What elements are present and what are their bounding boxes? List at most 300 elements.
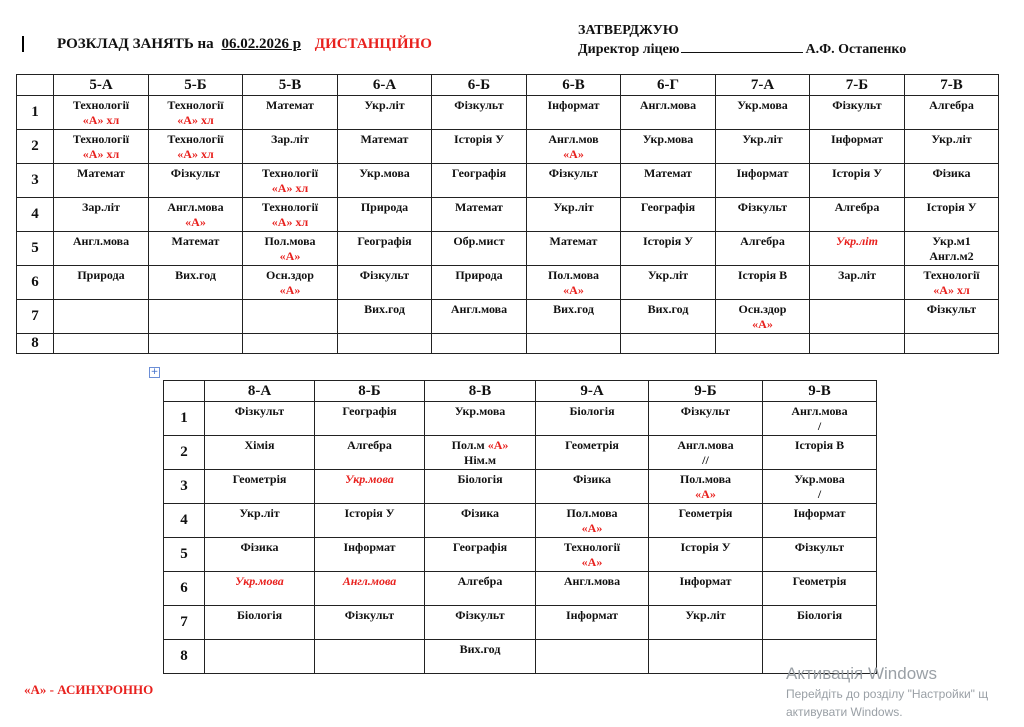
lesson-subject: Математ xyxy=(266,98,314,112)
lesson-cell[interactable] xyxy=(810,266,905,300)
lesson-cell[interactable] xyxy=(763,504,877,538)
lesson-subject: Пол.мова xyxy=(679,472,732,486)
lesson-cell[interactable] xyxy=(149,334,243,354)
lesson-cell[interactable] xyxy=(536,504,649,538)
lesson-cell[interactable] xyxy=(527,198,621,232)
lesson-subject: Географія xyxy=(451,166,507,180)
lesson-cell[interactable] xyxy=(205,470,315,504)
lesson-number: 8 xyxy=(164,640,205,674)
lesson-subject: Інформат xyxy=(679,574,732,588)
lesson-cell[interactable] xyxy=(425,436,536,470)
lesson-subject: Математ xyxy=(77,166,125,180)
lesson-subject: Зар.літ xyxy=(82,200,120,214)
lesson-subject: Зар.літ xyxy=(838,268,876,282)
lesson-cell[interactable] xyxy=(536,402,649,436)
lesson-subject: Пол.мова xyxy=(566,506,618,520)
lesson-subject: Математ xyxy=(549,234,598,248)
lesson-cell[interactable] xyxy=(716,334,810,354)
lesson-cell[interactable] xyxy=(905,232,999,266)
lesson-subject: Технології xyxy=(72,132,130,146)
lesson-note: «А» xyxy=(581,521,603,535)
lesson-row xyxy=(17,164,999,198)
lesson-note: Укр.літ xyxy=(836,234,878,248)
lesson-cell[interactable] xyxy=(905,198,999,232)
lesson-cell[interactable] xyxy=(205,436,315,470)
lesson-cell[interactable] xyxy=(527,130,621,164)
lesson-cell[interactable] xyxy=(315,572,425,606)
lesson-number: 8 xyxy=(17,334,54,354)
lesson-subject: Математ xyxy=(455,200,503,214)
class-header-6-Г: 6-Г xyxy=(621,75,716,96)
lesson-subject: Нім.м xyxy=(463,453,496,467)
lesson-cell[interactable] xyxy=(432,164,527,198)
lesson-subject: Історія У xyxy=(344,506,395,520)
lesson-cell[interactable] xyxy=(425,538,536,572)
lesson-note: «А» xyxy=(563,147,584,161)
corner-cell xyxy=(17,75,54,96)
approve-name: А.Ф. Остапенко xyxy=(805,42,907,57)
lesson-cell[interactable] xyxy=(149,266,243,300)
lesson-row xyxy=(17,300,999,334)
lesson-cell[interactable] xyxy=(54,266,149,300)
page-title xyxy=(57,36,432,53)
class-header-8-А: 8-А xyxy=(205,381,315,402)
lesson-subject: Англ.мова xyxy=(72,234,130,248)
lesson-subject: Фізика xyxy=(932,166,971,180)
schedule-date: 06.02.2026 р xyxy=(221,36,302,52)
lesson-subject: Укр.мова xyxy=(642,132,694,146)
lesson-row xyxy=(17,266,999,300)
signature-line xyxy=(681,40,803,53)
lesson-subject: Пол.мова xyxy=(264,234,316,248)
lesson-number: 1 xyxy=(17,96,54,130)
lesson-cell[interactable] xyxy=(527,96,621,130)
lesson-note: Укр.мова xyxy=(235,574,284,588)
lesson-note: «А» xyxy=(279,249,301,263)
lesson-cell[interactable] xyxy=(763,606,877,640)
lesson-cell[interactable] xyxy=(536,640,649,674)
approve-title: ЗАТВЕРДЖУЮ xyxy=(578,23,679,38)
lesson-subject: Математ xyxy=(171,234,220,248)
lesson-cell[interactable] xyxy=(763,572,877,606)
lesson-cell[interactable] xyxy=(649,640,763,674)
lesson-subject: Вих.год xyxy=(459,642,501,656)
lesson-subject: Англ.мова xyxy=(167,200,224,214)
lesson-cell[interactable] xyxy=(716,164,810,198)
lesson-cell[interactable] xyxy=(205,538,315,572)
lesson-cell[interactable] xyxy=(905,300,999,334)
lesson-row xyxy=(164,436,877,470)
lesson-note: «А» xyxy=(752,317,773,331)
lesson-subject: Історія У xyxy=(680,540,731,554)
lesson-cell[interactable] xyxy=(810,198,905,232)
legend-async: «А» - АСИНХРОННО xyxy=(24,682,154,697)
lesson-subject: Обр.мист xyxy=(453,234,505,248)
lesson-subject: Технології xyxy=(72,98,130,112)
lesson-subject: Фізкульт xyxy=(454,98,504,112)
lesson-subject: Фізика xyxy=(240,540,279,554)
lesson-cell[interactable] xyxy=(54,130,149,164)
lesson-subject: Укр.літ xyxy=(931,132,972,146)
lesson-cell[interactable] xyxy=(810,232,905,266)
lesson-subject: Укр.літ xyxy=(742,132,783,146)
lesson-subject: Укр.мова xyxy=(454,404,506,418)
lesson-cell[interactable] xyxy=(432,232,527,266)
lesson-row xyxy=(17,96,999,130)
lesson-cell[interactable] xyxy=(649,606,763,640)
class-header-6-Б: 6-Б xyxy=(432,75,527,96)
title-prefix: РОЗКЛАД ЗАНЯТЬ на xyxy=(57,36,214,52)
lesson-number: 3 xyxy=(17,164,54,198)
schedule-table-grades-5-7[interactable] xyxy=(16,74,999,354)
lesson-cell[interactable] xyxy=(905,334,999,354)
lesson-cell[interactable] xyxy=(149,164,243,198)
lesson-cell[interactable] xyxy=(425,640,536,674)
lesson-cell[interactable] xyxy=(315,606,425,640)
lesson-subject: Інформат xyxy=(547,98,600,112)
lesson-cell[interactable] xyxy=(243,164,338,198)
lesson-number: 6 xyxy=(17,266,54,300)
class-header-7-Б: 7-Б xyxy=(810,75,905,96)
class-header-9-А: 9-А xyxy=(536,381,649,402)
lesson-cell[interactable] xyxy=(763,402,877,436)
lesson-cell[interactable] xyxy=(716,266,810,300)
lesson-cell[interactable] xyxy=(205,402,315,436)
lesson-subject: Геометрія xyxy=(792,574,847,588)
lesson-subject: Геометрія xyxy=(678,506,733,520)
class-header-8-В: 8-В xyxy=(425,381,536,402)
lesson-note: «А» хл xyxy=(933,283,970,297)
watermark-line-3: активувати Windows. xyxy=(786,705,903,719)
lesson-cell[interactable] xyxy=(338,198,432,232)
lesson-note: «А» хл xyxy=(82,147,120,161)
lesson-cell[interactable] xyxy=(716,198,810,232)
lesson-cell[interactable] xyxy=(205,606,315,640)
lesson-cell[interactable] xyxy=(527,266,621,300)
lesson-number: 5 xyxy=(17,232,54,266)
lesson-note: «А» хл xyxy=(271,215,309,229)
lesson-cell[interactable] xyxy=(54,232,149,266)
lesson-cell[interactable] xyxy=(243,96,338,130)
lesson-subject: Географія xyxy=(342,404,397,418)
lesson-subject: Укр.літ xyxy=(685,608,726,622)
text-cursor xyxy=(22,36,24,52)
lesson-cell[interactable] xyxy=(621,198,716,232)
lesson-subject: Природа xyxy=(77,268,125,282)
lesson-subject: Історія У xyxy=(831,166,883,180)
lesson-cell[interactable] xyxy=(315,470,425,504)
lesson-subject: Історія В xyxy=(794,438,845,452)
lesson-subject: Фізкульт xyxy=(455,608,505,622)
lesson-subject: // xyxy=(702,453,709,467)
lesson-subject: Укр.мова xyxy=(794,472,845,486)
lesson-cell[interactable] xyxy=(621,266,716,300)
lesson-subject: Геометрія xyxy=(232,472,287,486)
lesson-note: «А» хл xyxy=(177,147,214,161)
lesson-subject: Фізика xyxy=(572,472,612,486)
lesson-cell[interactable] xyxy=(425,470,536,504)
lesson-cell[interactable] xyxy=(905,164,999,198)
lesson-subject: Вих.год xyxy=(647,302,689,316)
lesson-subject: Фізкульт xyxy=(344,608,395,622)
lesson-subject: Географія xyxy=(640,200,696,214)
lesson-cell[interactable] xyxy=(54,300,149,334)
lesson-cell[interactable] xyxy=(338,130,432,164)
class-header-6-В: 6-В xyxy=(527,75,621,96)
lesson-subject: Зар.літ xyxy=(271,132,309,146)
lesson-subject: Природа xyxy=(360,200,409,214)
lesson-cell[interactable] xyxy=(763,436,877,470)
lesson-cell[interactable] xyxy=(621,300,716,334)
lesson-row xyxy=(17,232,999,266)
lesson-cell[interactable] xyxy=(716,232,810,266)
lesson-cell[interactable] xyxy=(54,334,149,354)
lesson-number: 3 xyxy=(164,470,205,504)
lesson-cell[interactable] xyxy=(763,470,877,504)
lesson-subject: Технології xyxy=(923,268,980,282)
lesson-cell[interactable] xyxy=(54,198,149,232)
lesson-number: 4 xyxy=(17,198,54,232)
lesson-row xyxy=(17,130,999,164)
lesson-cell[interactable] xyxy=(315,538,425,572)
lesson-subject: Історія У xyxy=(453,132,505,146)
lesson-subject: Укр.літ xyxy=(553,200,594,214)
lesson-number: 2 xyxy=(164,436,205,470)
lesson-subject: Укр.мова xyxy=(737,98,788,112)
lesson-cell[interactable] xyxy=(536,538,649,572)
lesson-cell[interactable] xyxy=(425,504,536,538)
lesson-note: «А» хл xyxy=(271,181,309,195)
lesson-cell[interactable] xyxy=(315,436,425,470)
lesson-cell[interactable] xyxy=(54,164,149,198)
lesson-subject: Англ.м2 xyxy=(929,249,974,263)
lesson-cell[interactable] xyxy=(315,640,425,674)
lesson-note: «А» xyxy=(487,438,509,452)
class-header-5-В: 5-В xyxy=(243,75,338,96)
lesson-subject: Пол.м «А» xyxy=(451,438,509,452)
lesson-subject: Фізкульт xyxy=(548,166,599,180)
lesson-row xyxy=(164,606,877,640)
lesson-subject: Вих.год xyxy=(364,302,405,316)
lesson-subject: Фізкульт xyxy=(170,166,221,180)
lesson-number: 6 xyxy=(164,572,205,606)
lesson-cell[interactable] xyxy=(243,334,338,354)
lesson-cell[interactable] xyxy=(432,198,527,232)
lesson-cell[interactable] xyxy=(432,266,527,300)
lesson-row xyxy=(164,470,877,504)
lesson-subject: Геометрія xyxy=(565,438,619,452)
lesson-cell[interactable] xyxy=(536,572,649,606)
lesson-note: «А» xyxy=(185,215,206,229)
lesson-cell[interactable] xyxy=(243,266,338,300)
lesson-cell[interactable] xyxy=(905,266,999,300)
lesson-cell[interactable] xyxy=(810,164,905,198)
lesson-number: 1 xyxy=(164,402,205,436)
lesson-cell[interactable] xyxy=(621,96,716,130)
lesson-number: 4 xyxy=(164,504,205,538)
lesson-subject: Англ.мова xyxy=(563,574,621,588)
lesson-subject: Укр.літ xyxy=(239,506,280,520)
corner-cell xyxy=(164,381,205,402)
lesson-cell[interactable] xyxy=(905,130,999,164)
lesson-subject: Історія У xyxy=(642,234,694,248)
lesson-note: «А» хл xyxy=(82,113,120,127)
lesson-cell[interactable] xyxy=(149,300,243,334)
lesson-cell[interactable] xyxy=(425,572,536,606)
lesson-cell[interactable] xyxy=(649,402,763,436)
lesson-cell[interactable] xyxy=(527,300,621,334)
lesson-row xyxy=(164,640,877,674)
lesson-cell[interactable] xyxy=(149,130,243,164)
lesson-subject: Фізкульт xyxy=(794,540,845,554)
lesson-cell[interactable] xyxy=(425,606,536,640)
lesson-cell[interactable] xyxy=(527,232,621,266)
lesson-subject: Англ.мов xyxy=(548,132,599,146)
approval-block xyxy=(578,21,906,59)
lesson-subject: Природа xyxy=(455,268,503,282)
watermark-line-1: Активація Windows xyxy=(786,664,937,683)
lesson-note: «А» xyxy=(695,487,716,501)
class-header-7-А: 7-А xyxy=(716,75,810,96)
lesson-subject: Алгебра xyxy=(834,200,880,214)
class-header-9-Б: 9-Б xyxy=(649,381,763,402)
lesson-cell[interactable] xyxy=(905,96,999,130)
lesson-cell[interactable] xyxy=(716,300,810,334)
lesson-row xyxy=(164,538,877,572)
lesson-subject: / xyxy=(817,419,822,433)
lesson-cell[interactable] xyxy=(432,96,527,130)
lesson-subject: Інформат xyxy=(565,608,619,622)
lesson-row xyxy=(17,198,999,232)
lesson-row xyxy=(164,402,877,436)
lesson-cell[interactable] xyxy=(338,300,432,334)
lesson-cell[interactable] xyxy=(243,130,338,164)
lesson-cell[interactable] xyxy=(810,334,905,354)
class-header-7-В: 7-В xyxy=(905,75,999,96)
lesson-subject: Алгебра xyxy=(457,574,503,588)
lesson-subject: Технології xyxy=(261,166,319,180)
lesson-cell[interactable] xyxy=(205,504,315,538)
lesson-note: Укр.мова xyxy=(345,472,394,486)
lesson-subject: Вих.год xyxy=(175,268,216,282)
lesson-note: «А» xyxy=(581,555,603,569)
lesson-cell[interactable] xyxy=(425,402,536,436)
lesson-cell[interactable] xyxy=(763,538,877,572)
lesson-cell[interactable] xyxy=(536,470,649,504)
lesson-subject: Укр.м1 xyxy=(932,234,971,248)
lesson-cell[interactable] xyxy=(338,164,432,198)
lesson-note: Англ.мова xyxy=(342,574,397,588)
lesson-subject: Інформат xyxy=(343,540,396,554)
class-header-5-А: 5-А xyxy=(54,75,149,96)
lesson-cell[interactable] xyxy=(315,402,425,436)
lesson-subject: Математ xyxy=(644,166,692,180)
lesson-cell[interactable] xyxy=(810,300,905,334)
lesson-cell[interactable] xyxy=(810,130,905,164)
lesson-subject: Фізкульт xyxy=(234,404,285,418)
lesson-cell[interactable] xyxy=(527,164,621,198)
lesson-cell[interactable] xyxy=(338,232,432,266)
lesson-cell[interactable] xyxy=(716,130,810,164)
lesson-subject: Хімія xyxy=(244,438,275,452)
lesson-cell[interactable] xyxy=(432,130,527,164)
lesson-subject: Історія В xyxy=(737,268,788,282)
lesson-cell[interactable] xyxy=(243,300,338,334)
lesson-cell[interactable] xyxy=(338,266,432,300)
lesson-subject: Осн.здор xyxy=(266,268,314,282)
lesson-subject: Біологія xyxy=(796,608,843,622)
lesson-cell[interactable] xyxy=(338,96,432,130)
lesson-cell[interactable] xyxy=(432,300,527,334)
lesson-cell[interactable] xyxy=(536,606,649,640)
lesson-cell[interactable] xyxy=(149,198,243,232)
lesson-note: «А» хл xyxy=(177,113,214,127)
lesson-cell[interactable] xyxy=(621,164,716,198)
lesson-cell[interactable] xyxy=(649,504,763,538)
lesson-subject: Фізкульт xyxy=(737,200,788,214)
class-header-6-А: 6-А xyxy=(338,75,432,96)
lesson-cell[interactable] xyxy=(54,96,149,130)
lesson-subject: Англ.мова xyxy=(791,404,848,418)
lesson-subject: Пол.мова xyxy=(547,268,600,282)
lesson-cell[interactable] xyxy=(149,96,243,130)
lesson-cell[interactable] xyxy=(649,436,763,470)
lesson-cell[interactable] xyxy=(527,334,621,354)
lesson-subject: Інформат xyxy=(793,506,846,520)
lesson-cell[interactable] xyxy=(810,96,905,130)
class-header-9-В: 9-В xyxy=(763,381,877,402)
lesson-number: 7 xyxy=(164,606,205,640)
lesson-cell[interactable] xyxy=(243,198,338,232)
lesson-cell[interactable] xyxy=(649,470,763,504)
lesson-cell[interactable] xyxy=(649,538,763,572)
lesson-cell[interactable] xyxy=(205,640,315,674)
lesson-subject: Алгебра xyxy=(929,98,974,112)
lesson-cell[interactable] xyxy=(149,232,243,266)
lesson-subject: Біологія xyxy=(236,608,283,622)
lesson-cell[interactable] xyxy=(716,96,810,130)
lesson-subject: Англ.мова xyxy=(450,302,508,316)
table-move-handle-icon[interactable]: + xyxy=(150,367,159,377)
approve-role: Директор ліцею xyxy=(578,42,680,57)
lesson-cell[interactable] xyxy=(536,436,649,470)
lesson-subject: Вих.год xyxy=(553,302,594,316)
lesson-cell[interactable] xyxy=(243,232,338,266)
lesson-number: 5 xyxy=(164,538,205,572)
lesson-cell[interactable] xyxy=(621,334,716,354)
lesson-subject: Історія У xyxy=(926,200,977,214)
lesson-subject: Фізика xyxy=(460,506,500,520)
lesson-cell[interactable] xyxy=(205,572,315,606)
lesson-subject: Фізкульт xyxy=(832,98,882,112)
lesson-cell[interactable] xyxy=(432,334,527,354)
lesson-subject: Фізкульт xyxy=(359,268,410,282)
lesson-subject: Математ xyxy=(360,132,409,146)
lesson-subject: Англ.мова xyxy=(639,98,697,112)
lesson-cell[interactable] xyxy=(649,572,763,606)
schedule-table-grades-8-9[interactable] xyxy=(163,380,877,674)
lesson-cell[interactable] xyxy=(621,130,716,164)
lesson-subject: Географія xyxy=(357,234,412,248)
lesson-subject: Технології xyxy=(261,200,319,214)
lesson-number: 7 xyxy=(17,300,54,334)
lesson-subject: Фізкульт xyxy=(926,302,977,316)
lesson-subject: Алгебра xyxy=(740,234,785,248)
lesson-cell[interactable] xyxy=(338,334,432,354)
lesson-cell[interactable] xyxy=(315,504,425,538)
lesson-subject: Технології xyxy=(167,132,224,146)
lesson-cell[interactable] xyxy=(621,232,716,266)
